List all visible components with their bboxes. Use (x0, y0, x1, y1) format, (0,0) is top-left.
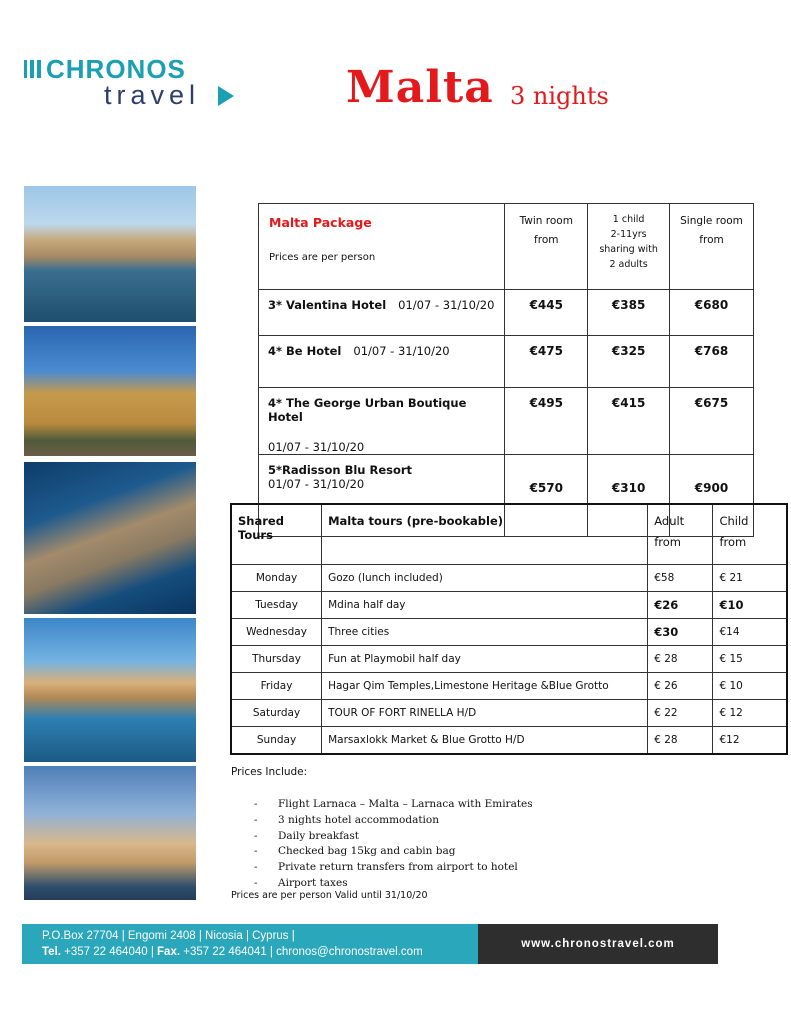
single-price: €680 (670, 290, 754, 336)
footer-address: P.O.Box 27704 | Engomi 2408 | Nicosia | Cyprus | (42, 930, 295, 942)
col-child-line-1: Child (719, 514, 749, 528)
hotel-dates: 01/07 - 31/10/20 (268, 477, 365, 491)
table-row (231, 619, 787, 646)
tour-adult-price: € 28 (648, 727, 713, 755)
logo-brand-bottom: travel (104, 80, 201, 110)
table-row (259, 336, 754, 388)
harbour-photo (24, 186, 196, 322)
hotel-name: 4* The George Urban Boutique Hotel (268, 396, 467, 424)
tour-adult-price: €58 (648, 565, 713, 592)
hotel-cell (259, 336, 505, 388)
shared-tours-table (230, 503, 788, 755)
tour-adult-price: € 26 (648, 673, 713, 700)
tel-label: Tel. (42, 946, 61, 958)
tour-name: Mdina half day (322, 592, 648, 619)
tour-day: Thursday (231, 646, 322, 673)
tour-name: Three cities (322, 619, 648, 646)
palace-photo (24, 326, 196, 456)
col-single-label: Single room from (680, 215, 743, 246)
tour-name: Hagar Qim Temples,Limestone Heritage &Blue Grotto (322, 673, 648, 700)
col-child-line-3: sharing with (599, 244, 658, 255)
tour-child-price: €10 (713, 592, 787, 619)
table-row (231, 700, 787, 727)
tour-child-price: € 15 (713, 646, 787, 673)
tour-child-price: €14 (713, 619, 787, 646)
tour-adult-price: €30 (648, 619, 713, 646)
hotel-dates: 01/07 - 31/10/20 (268, 440, 365, 454)
col-single-header (670, 204, 754, 290)
col-day-header: Shared Tours (231, 504, 322, 565)
hotel-name: 5*Radisson Blu Resort (268, 463, 413, 477)
col-twin-label: Twin room from (519, 215, 573, 246)
tour-day: Friday (231, 673, 322, 700)
logo-arrow-icon (218, 86, 234, 106)
package-header-row (259, 204, 754, 290)
table-row (231, 673, 787, 700)
list-item: - Airport taxes (254, 876, 533, 892)
hotel-dates: 01/07 - 31/10/20 (353, 344, 450, 358)
col-child-header (713, 504, 787, 565)
package-title: Malta Package (269, 215, 372, 230)
single-price: €768 (670, 336, 754, 388)
col-twin-header (505, 204, 588, 290)
child-price: €310 (588, 455, 670, 537)
tour-adult-price: € 22 (648, 700, 713, 727)
table-row (231, 592, 787, 619)
col-child-line-4: 2 adults (609, 259, 648, 270)
col-tour-header: Malta tours (pre-bookable) (322, 504, 648, 565)
tour-day: Wednesday (231, 619, 322, 646)
package-note: Prices are per person (269, 252, 376, 263)
hotel-cell (259, 290, 505, 336)
twin-price: €475 (505, 336, 588, 388)
single-price: €675 (670, 388, 754, 455)
list-item: - Checked bag 15kg and cabin bag (254, 844, 533, 860)
tour-child-price: € 12 (713, 700, 787, 727)
valletta-skyline-photo (24, 766, 196, 900)
tour-name: Fun at Playmobil half day (322, 646, 648, 673)
page-subtitle: 3 nights (510, 82, 609, 110)
tour-adult-price: € 28 (648, 646, 713, 673)
hotel-dates: 01/07 - 31/10/20 (398, 298, 495, 312)
contact-footer (22, 924, 718, 964)
child-price: €385 (588, 290, 670, 336)
hotel-name: 3* Valentina Hotel (268, 298, 387, 312)
col-adult-line-1: Adult (654, 514, 685, 528)
table-row (259, 290, 754, 336)
table-row (231, 646, 787, 673)
col-child-line-1: 1 child (612, 214, 645, 225)
child-price: €325 (588, 336, 670, 388)
tour-day: Tuesday (231, 592, 322, 619)
table-row (259, 388, 754, 455)
footer-contact-block (22, 924, 478, 964)
email-link[interactable]: chronos@chronostravel.com (276, 946, 423, 958)
website-link[interactable]: www.chronostravel.com (478, 924, 718, 964)
list-item: - Private return transfers from airport to hotel (254, 860, 533, 876)
list-item: - Daily breakfast (254, 829, 533, 845)
tour-day: Sunday (231, 727, 322, 755)
footer-phones: Tel. +357 22 464040 | Fax. +357 22 464041 | chronos@chronostravel.com (42, 946, 423, 958)
logo-brand-top: CHRONOS (46, 54, 186, 84)
page-title: Malta (346, 62, 494, 113)
tour-child-price: €12 (713, 727, 787, 755)
hotel-cell (259, 388, 505, 455)
includes-heading: Prices Include: (231, 766, 308, 778)
tour-name: TOUR OF FORT RINELLA H/D (322, 700, 648, 727)
bay-church-photo (24, 618, 196, 762)
tour-adult-price: €26 (648, 592, 713, 619)
validity-note: Prices are per person Valid until 31/10/20 (231, 890, 428, 901)
fax-number: +357 22 464041 (183, 946, 267, 958)
col-child-header (588, 204, 670, 290)
twin-price: €495 (505, 388, 588, 455)
table-row (231, 565, 787, 592)
col-child-line-2: from (719, 535, 747, 549)
tel-number: +357 22 464040 (64, 946, 148, 958)
table-row (231, 727, 787, 755)
chronos-travel-logo (24, 56, 254, 110)
twin-price: €445 (505, 290, 588, 336)
tour-child-price: € 10 (713, 673, 787, 700)
aerial-valletta-photo (24, 462, 196, 614)
tour-name: Gozo (lunch included) (322, 565, 648, 592)
twin-price: €570 (505, 455, 588, 537)
list-item: - 3 nights hotel accommodation (254, 813, 533, 829)
tour-day: Saturday (231, 700, 322, 727)
hotel-name: 4* Be Hotel (268, 344, 342, 358)
tour-name: Marsaxlokk Market & Blue Grotto H/D (322, 727, 648, 755)
single-price: €900 (670, 455, 754, 537)
fax-label: Fax. (157, 946, 181, 958)
list-item: - Flight Larnaca – Malta – Larnaca with Emirates (254, 797, 533, 813)
tour-day: Monday (231, 565, 322, 592)
package-price-table (258, 203, 754, 537)
col-adult-line-2: from (654, 535, 681, 549)
col-child-line-2: 2-11yrs (610, 229, 647, 240)
package-title-cell (259, 204, 505, 290)
includes-list (254, 797, 533, 892)
tours-header-row (231, 504, 787, 565)
child-price: €415 (588, 388, 670, 455)
tour-child-price: € 21 (713, 565, 787, 592)
logo-bars-icon (24, 60, 41, 78)
col-adult-header (648, 504, 713, 565)
